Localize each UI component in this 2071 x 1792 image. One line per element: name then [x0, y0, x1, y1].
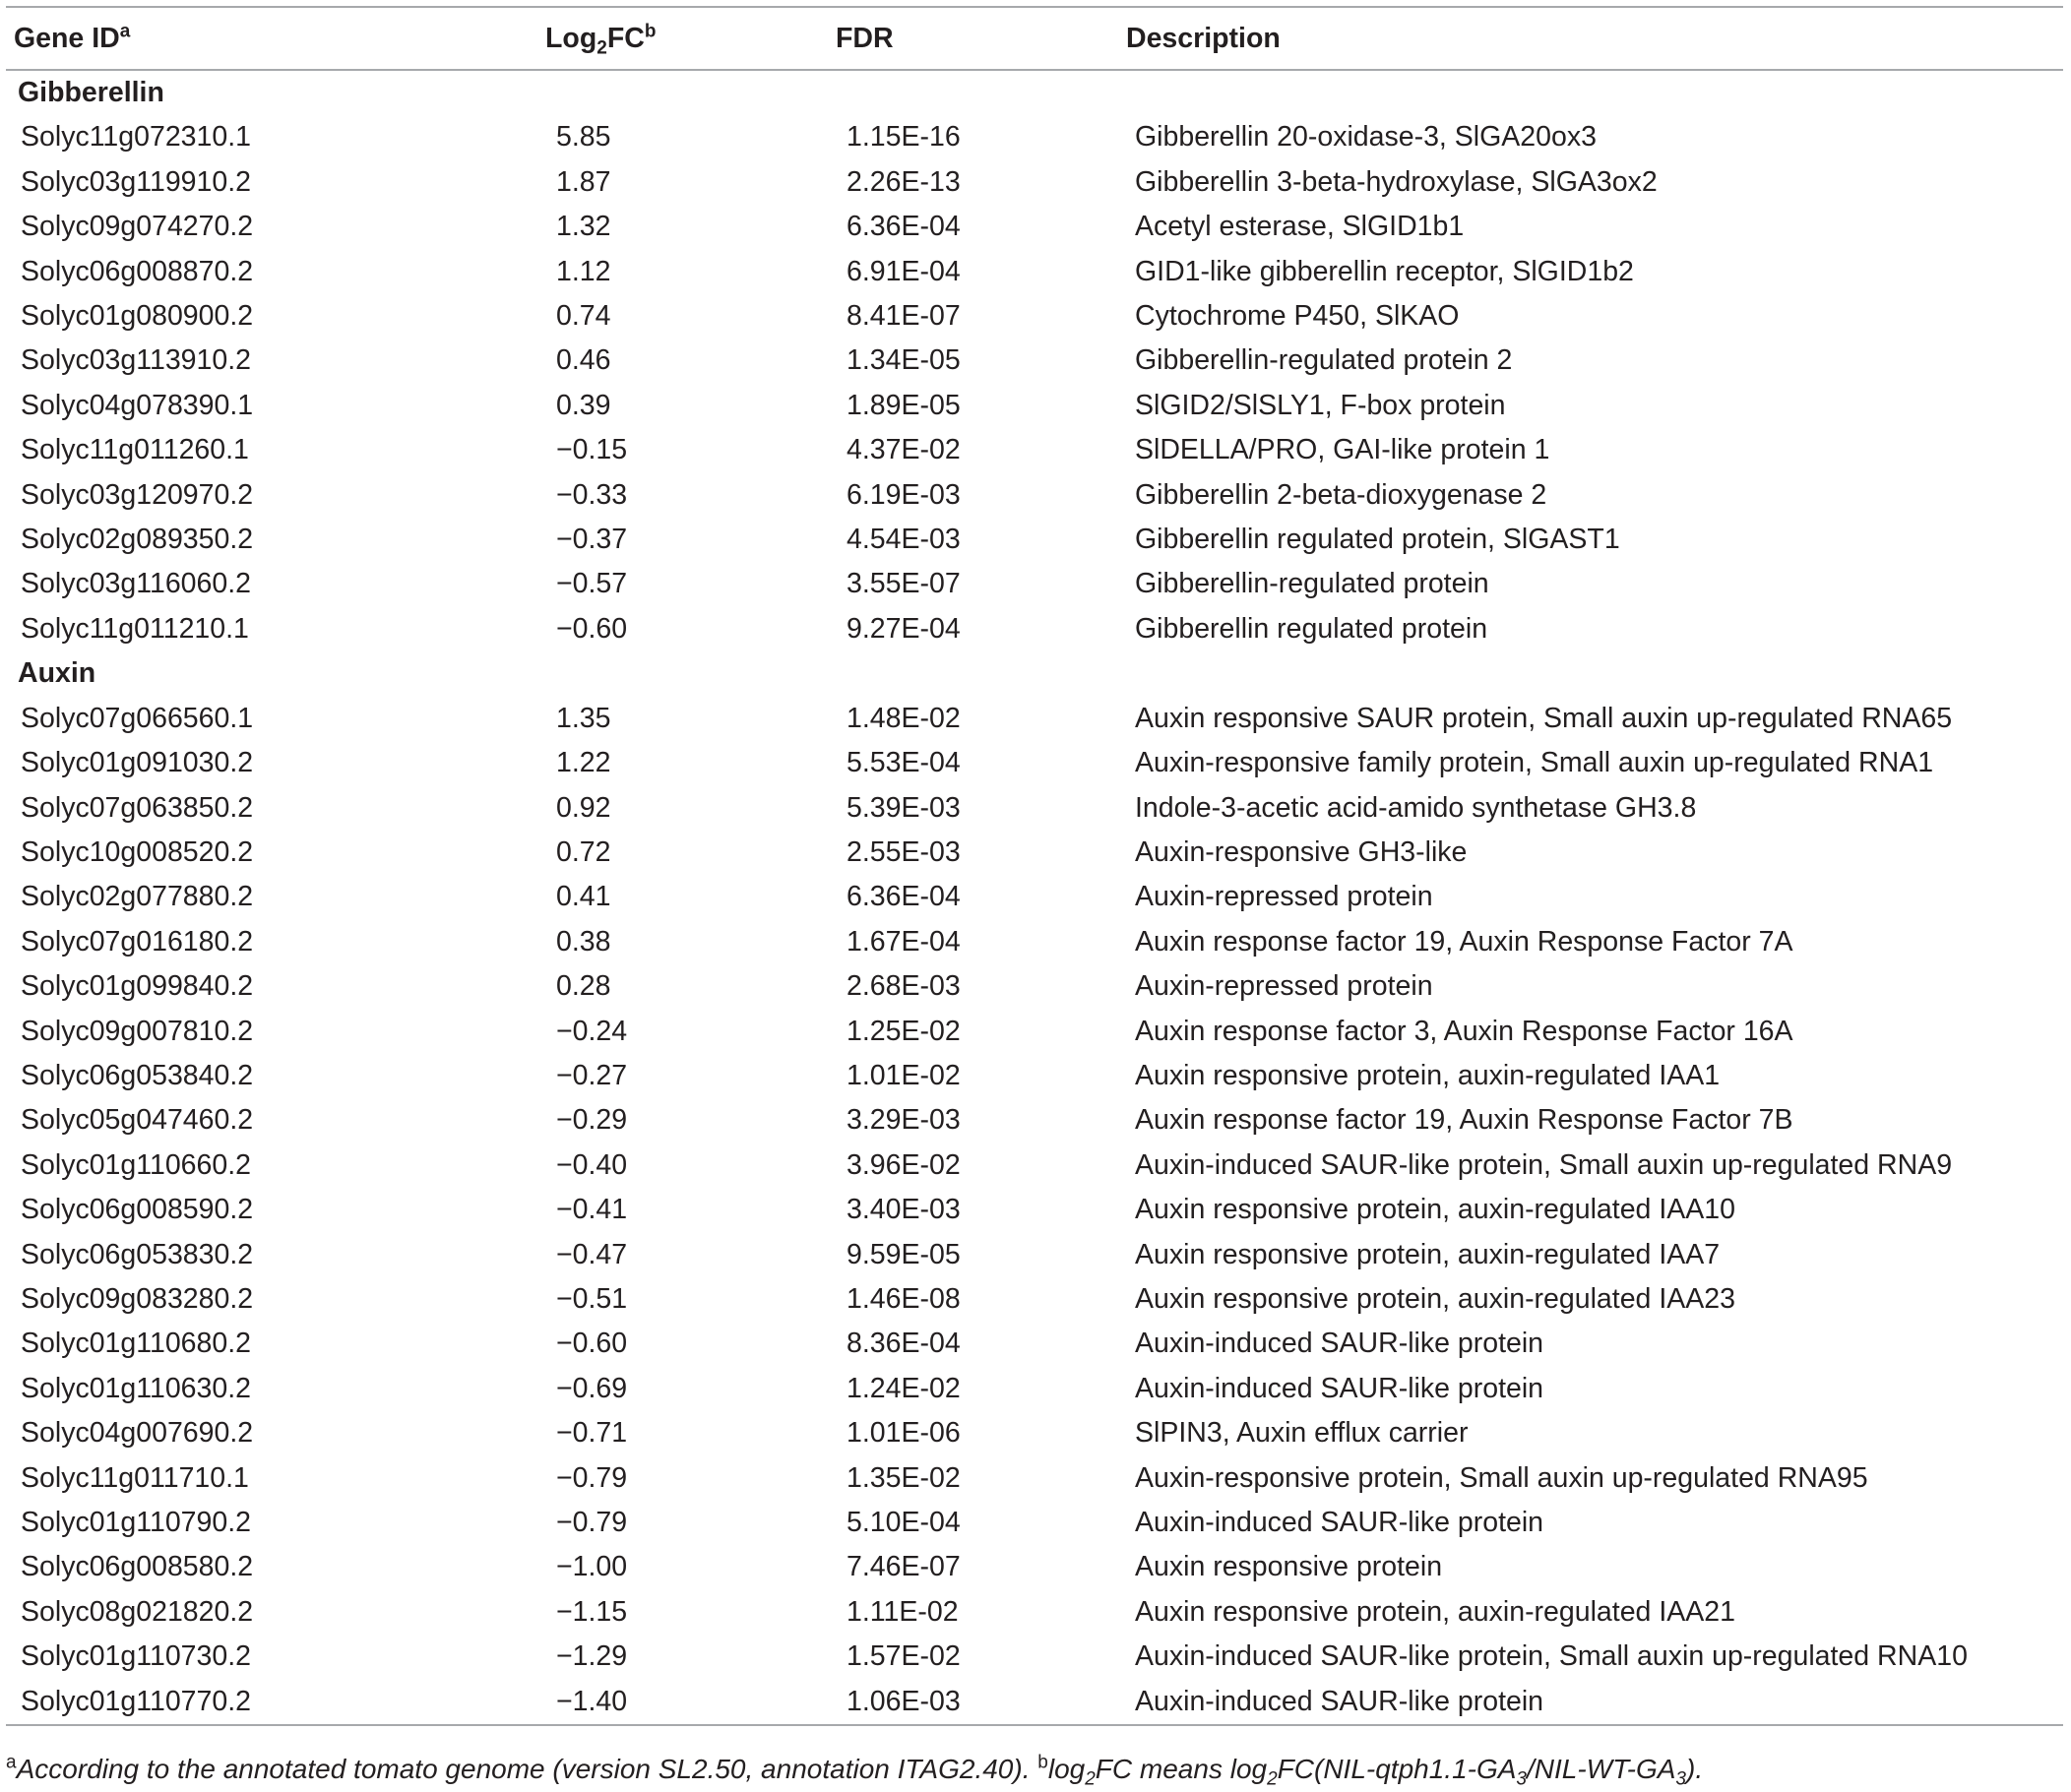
table-row	[6, 875, 2063, 919]
fdr-cell: 1.11E-02	[847, 1595, 959, 1628]
log2fc-cell: 0.72	[556, 835, 611, 868]
log2fc-cell: −0.60	[556, 1328, 628, 1360]
fdr-cell: 7.46E-07	[847, 1551, 961, 1583]
log2fc-cell: −0.33	[556, 478, 628, 511]
fdr-cell: 1.25E-02	[847, 1015, 961, 1047]
gene-id-cell: Solyc01g110630.2	[21, 1372, 251, 1404]
fdr-cell: 1.46E-08	[847, 1282, 961, 1315]
fdr-cell: 1.06E-03	[836, 1680, 1126, 1725]
log2fc-cell: 0.92	[556, 791, 611, 824]
table-footnote: $^a$According to the annotated tomato genome (version SL2.50, annotation ITAG2.40). $^b\log_2FC$ means $\log_2FC(NIL-qtph1.1-GA_3/NIL-WT-GA_3)$.	[6, 1752, 1704, 1790]
table-row	[6, 920, 2063, 964]
gene-id-cell: Solyc03g119910.2	[21, 165, 251, 198]
log2fc-cell: −0.57	[556, 568, 628, 600]
log2fc-cell: −0.37	[556, 524, 628, 556]
description-cell: Gibberellin-regulated protein	[1135, 568, 1489, 600]
log2fc-cell: 1.35	[556, 702, 611, 734]
gene-id-cell: Solyc04g078390.1	[21, 389, 254, 421]
fdr-cell: 4.54E-03	[847, 524, 961, 556]
table-row	[6, 607, 2063, 651]
fdr-cell: 8.41E-07	[847, 300, 961, 333]
table-row	[6, 1188, 2063, 1232]
table-row	[6, 1143, 2063, 1188]
gene-id-cell: Solyc04g007690.2	[21, 1417, 254, 1450]
fdr-cell: 3.40E-03	[847, 1194, 961, 1226]
description-cell: Auxin-responsive GH3-like	[1135, 835, 1468, 868]
description-cell: Auxin responsive protein, auxin-regulated IAA23	[1135, 1282, 1735, 1315]
description-cell: Auxin-induced SAUR-like protein, Small auxin up-regulated RNA9	[1135, 1148, 1953, 1181]
gene-id-cell: Solyc07g066560.1	[21, 702, 254, 734]
fdr-cell: 1.89E-05	[847, 389, 961, 421]
table-row	[6, 1411, 2063, 1455]
gene-id-cell: Solyc07g063850.2	[21, 791, 254, 824]
gene-id-cell: Solyc06g008590.2	[21, 1194, 254, 1226]
table-row	[6, 160, 2063, 205]
table-row	[6, 1233, 2063, 1277]
description-cell: Indole-3-acetic acid-amido synthetase GH3.8	[1135, 791, 1697, 824]
gene-id-cell: Solyc01g099840.2	[21, 970, 254, 1003]
description-cell: Auxin-induced SAUR-like protein, Small auxin up-regulated RNA10	[1135, 1640, 1968, 1673]
header-log2fc: $Log_2FC^b$	[545, 21, 657, 59]
log2fc-cell: −0.41	[556, 1194, 628, 1226]
gene-id-cell: Solyc09g007810.2	[21, 1015, 254, 1047]
header-description: Description	[1126, 23, 1281, 54]
table-row	[6, 1635, 2063, 1679]
log2fc-cell: −0.29	[556, 1104, 628, 1137]
fdr-cell: 1.48E-02	[847, 702, 961, 734]
fdr-cell: 3.96E-02	[847, 1148, 961, 1181]
gene-id-cell: Solyc09g074270.2	[21, 211, 254, 243]
section-row	[6, 651, 2063, 696]
table-row	[6, 518, 2063, 562]
log2fc-cell: −1.15	[556, 1595, 628, 1628]
description-cell: Auxin responsive protein, auxin-regulated IAA1	[1135, 1059, 1721, 1091]
table-row	[6, 115, 2063, 159]
log2fc-cell: −1.40	[545, 1680, 836, 1725]
description-cell: Acetyl esterase, SlGID1b1	[1135, 211, 1465, 243]
gene-id-cell: Solyc08g021820.2	[21, 1595, 254, 1628]
gene-id-cell: Solyc01g091030.2	[21, 747, 254, 779]
description-cell: Auxin response factor 3, Auxin Response Factor 16A	[1135, 1015, 1793, 1047]
table-row	[6, 1456, 2063, 1501]
gene-expression-table	[6, 6, 2063, 1726]
header-fdr: FDR	[836, 23, 894, 54]
fdr-cell: 1.15E-16	[847, 121, 961, 154]
log2fc-cell: −0.79	[556, 1507, 628, 1538]
table-row	[6, 1590, 2063, 1635]
description-cell: Auxin responsive protein, auxin-regulated IAA10	[1135, 1194, 1735, 1226]
gene-id-cell: Solyc07g016180.2	[21, 925, 254, 958]
header-gene-id: Gene $ID^a$	[14, 21, 131, 54]
gene-id-cell: Solyc06g053830.2	[21, 1238, 254, 1270]
table-row	[6, 697, 2063, 741]
description-cell: Auxin responsive protein	[1135, 1551, 1443, 1583]
log2fc-cell: −0.40	[556, 1148, 628, 1181]
description-cell: GID1-like gibberellin receptor, SlGID1b2	[1135, 255, 1634, 287]
gene-id-cell: Solyc05g047460.2	[21, 1104, 254, 1137]
table-body	[6, 70, 2063, 1725]
table-row	[6, 205, 2063, 249]
log2fc-cell: −0.15	[556, 434, 628, 466]
description-cell: Gibberellin 2-beta-dioxygenase 2	[1135, 478, 1547, 511]
log2fc-cell: −0.79	[556, 1461, 628, 1494]
fdr-cell: 9.59E-05	[847, 1238, 961, 1270]
gene-id-cell: Solyc11g011210.1	[21, 612, 249, 645]
table-row	[6, 428, 2063, 472]
fdr-cell: 1.34E-05	[847, 344, 961, 377]
gene-id-cell: Solyc01g080900.2	[21, 300, 254, 333]
description-cell: Auxin-induced SAUR-like protein	[1135, 1328, 1544, 1360]
log2fc-cell: 0.46	[556, 344, 611, 377]
fdr-cell: 6.36E-04	[847, 881, 961, 913]
table-row	[6, 786, 2063, 831]
fdr-cell: 1.01E-02	[847, 1059, 961, 1091]
log2fc-cell: 0.41	[556, 881, 611, 913]
gene-id-cell: Solyc06g008580.2	[21, 1551, 254, 1583]
fdr-cell: 5.39E-03	[847, 791, 961, 824]
log2fc-cell: 1.87	[556, 165, 611, 198]
log2fc-cell: −0.24	[556, 1015, 628, 1047]
gene-id-cell: Solyc01g110660.2	[21, 1148, 251, 1181]
description-cell: SlDELLA/PRO, GAI-like protein 1	[1135, 434, 1550, 466]
fdr-cell: 2.68E-03	[847, 970, 961, 1003]
log2fc-cell: 0.39	[556, 389, 611, 421]
description-cell: Auxin response factor 19, Auxin Response Factor 7A	[1135, 925, 1793, 958]
gene-id-cell: Solyc01g110790.2	[21, 1507, 251, 1538]
section-title: Gibberellin	[18, 77, 164, 108]
log2fc-cell: 5.85	[556, 121, 611, 154]
description-cell: Auxin-induced SAUR-like protein	[1135, 1372, 1544, 1404]
description-cell: Auxin responsive protein, auxin-regulated IAA7	[1135, 1238, 1721, 1270]
gene-id-cell: Solyc11g072310.1	[21, 121, 251, 154]
table-row	[6, 1501, 2063, 1545]
log2fc-cell: −0.60	[556, 612, 628, 645]
description-cell: Gibberellin regulated protein	[1135, 612, 1488, 645]
table-row	[6, 250, 2063, 294]
description-cell: SlPIN3, Auxin efflux carrier	[1135, 1417, 1469, 1450]
fdr-cell: 1.57E-02	[847, 1640, 961, 1673]
fdr-cell: 8.36E-04	[847, 1328, 961, 1360]
gene-id-cell: Solyc11g011260.1	[21, 434, 249, 466]
description-cell: SlGID2/SlSLY1, F-box protein	[1135, 389, 1506, 421]
fdr-cell: 5.10E-04	[847, 1507, 961, 1538]
gene-id-cell: Solyc09g083280.2	[21, 1282, 254, 1315]
description-cell: Gibberellin regulated protein, SlGAST1	[1135, 524, 1620, 556]
description-cell: Auxin-repressed protein	[1135, 881, 1433, 913]
table-row	[6, 294, 2063, 339]
log2fc-cell: 0.74	[556, 300, 611, 333]
gene-id-cell: Solyc03g113910.2	[21, 344, 251, 377]
fdr-cell: 6.19E-03	[847, 478, 961, 511]
fdr-cell: 3.29E-03	[847, 1104, 961, 1137]
table-row	[6, 339, 2063, 383]
fdr-cell: 1.24E-02	[847, 1372, 961, 1404]
description-cell: Auxin responsive protein, auxin-regulated IAA21	[1135, 1595, 1735, 1628]
description-cell: Auxin-induced SAUR-like protein	[1126, 1680, 2063, 1725]
fdr-cell: 2.26E-13	[847, 165, 961, 198]
fdr-cell: 1.01E-06	[847, 1417, 961, 1450]
table-row	[6, 1098, 2063, 1143]
table-row	[6, 741, 2063, 785]
log2fc-cell: 0.28	[556, 970, 611, 1003]
table-row	[6, 1010, 2063, 1054]
gene-id-cell: Solyc01g110770.2	[6, 1680, 545, 1725]
description-cell: Auxin responsive SAUR protein, Small auxin up-regulated RNA65	[1135, 702, 1953, 734]
description-cell: Auxin-induced SAUR-like protein	[1135, 1507, 1544, 1538]
description-cell: Auxin-repressed protein	[1135, 970, 1433, 1003]
gene-id-cell: Solyc11g011710.1	[21, 1461, 249, 1494]
fdr-cell: 1.35E-02	[847, 1461, 961, 1494]
description-cell: Gibberellin-regulated protein 2	[1135, 344, 1513, 377]
gene-id-cell: Solyc03g120970.2	[21, 478, 254, 511]
log2fc-cell: −1.00	[556, 1551, 628, 1583]
header-row	[6, 7, 2063, 70]
table-row	[6, 562, 2063, 606]
log2fc-cell: 0.38	[556, 925, 611, 958]
log2fc-cell: −0.27	[556, 1059, 628, 1091]
description-cell: Gibberellin 20-oxidase-3, SlGA20ox3	[1135, 121, 1597, 154]
gene-id-cell: Solyc01g110730.2	[21, 1640, 251, 1673]
fdr-cell: 2.55E-03	[847, 835, 961, 868]
section-row	[6, 70, 2063, 115]
description-cell: Auxin-responsive family protein, Small auxin up-regulated RNA1	[1135, 747, 1934, 779]
gene-id-cell: Solyc10g008520.2	[21, 835, 254, 868]
log2fc-cell: 1.12	[556, 255, 611, 287]
description-cell: Cytochrome P450, SlKAO	[1135, 300, 1460, 333]
table-row	[6, 1367, 2063, 1411]
table-row	[6, 831, 2063, 875]
log2fc-cell: −0.69	[556, 1372, 628, 1404]
description-cell: Auxin response factor 19, Auxin Response Factor 7B	[1135, 1104, 1793, 1137]
fdr-cell: 1.67E-04	[847, 925, 961, 958]
log2fc-cell: 1.22	[556, 747, 611, 779]
gene-id-cell: Solyc02g077880.2	[21, 881, 254, 913]
log2fc-cell: −0.51	[556, 1282, 628, 1315]
fdr-cell: 6.36E-04	[847, 211, 961, 243]
table-row	[6, 1322, 2063, 1366]
gene-id-cell: Solyc06g008870.2	[21, 255, 254, 287]
log2fc-cell: 1.32	[556, 211, 611, 243]
description-cell: Gibberellin 3-beta-hydroxylase, SlGA3ox2	[1135, 165, 1658, 198]
table-row	[6, 1545, 2063, 1589]
gene-id-cell: Solyc01g110680.2	[21, 1328, 251, 1360]
description-cell: Auxin-responsive protein, Small auxin up-regulated RNA95	[1135, 1461, 1868, 1494]
section-title: Auxin	[18, 657, 96, 690]
fdr-cell: 4.37E-02	[847, 434, 961, 466]
table-row	[6, 1277, 2063, 1322]
gene-id-cell: Solyc03g116060.2	[21, 568, 251, 600]
fdr-cell: 5.53E-04	[847, 747, 961, 779]
gene-id-cell: Solyc06g053840.2	[21, 1059, 254, 1091]
log2fc-cell: −1.29	[556, 1640, 628, 1673]
table-row	[6, 1054, 2063, 1098]
table-row	[6, 384, 2063, 428]
fdr-cell: 6.91E-04	[847, 255, 961, 287]
log2fc-cell: −0.71	[556, 1417, 628, 1450]
fdr-cell: 9.27E-04	[847, 612, 961, 645]
table-row	[6, 473, 2063, 518]
log2fc-cell: −0.47	[556, 1238, 628, 1270]
gene-id-cell: Solyc02g089350.2	[21, 524, 254, 556]
fdr-cell: 3.55E-07	[847, 568, 961, 600]
table-row	[6, 1680, 2063, 1725]
table-row	[6, 964, 2063, 1009]
